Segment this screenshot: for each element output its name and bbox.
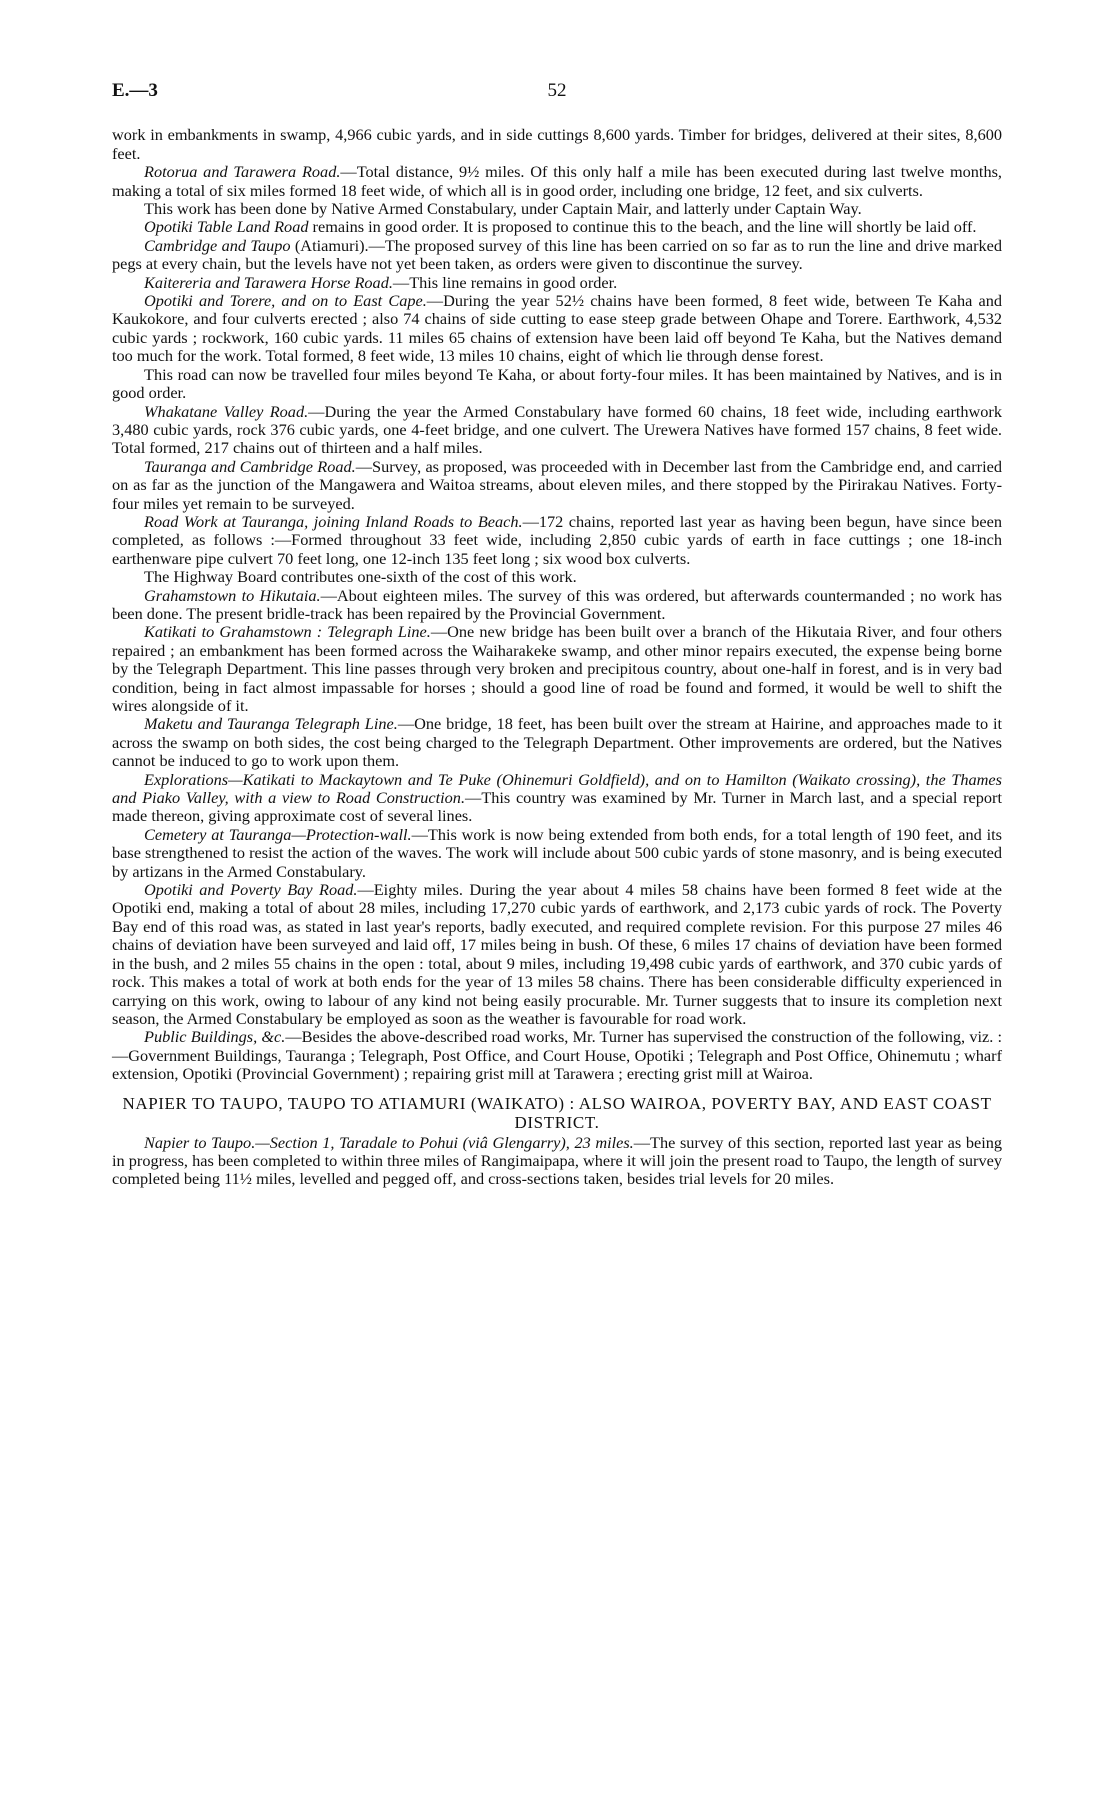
- paragraph: [112, 771, 1002, 826]
- paragraph-title: Grahamstown to Hikutaia.: [144, 585, 321, 605]
- paragraph-title: Napier to Taupo.—Section 1, Taradale to Pohui (viâ Glengarry), 23 miles.: [144, 1132, 634, 1152]
- paragraph-text: This road can now be travelled four miles beyond Te Kaha, or about forty-four miles. It has been maintained by Natives, and is in good order.: [112, 364, 1002, 403]
- paragraph: [112, 366, 1002, 403]
- paragraph-title: Maketu and Tauranga Telegraph Line.: [144, 714, 398, 734]
- body-text: [112, 126, 1002, 1083]
- paragraph: [112, 513, 1002, 568]
- document-code: E.—3: [112, 80, 158, 101]
- paragraph: [112, 237, 1002, 274]
- paragraph-text: —Eighty miles. During the year about 4 miles 58 chains have been formed 8 feet wide at the Opotiki end, making a total of about 28 miles, including 17,270 cubic yards of earthwork, and 2,173 cubic yards of rock. The Poverty Bay end of this road was, as stated in last year's reports, badly executed, and required complete revision. For this purpose 27 miles 46 chains of deviation have been surveyed and laid off, 17 miles being in bush. Of these, 6 miles 17 chains of deviation have been formed in the bush, and 2 miles 55 chains in the open : total, about 9 miles, including 19,498 cubic yards of earthwork, and 370 cubic yards of rock. This makes a total of work at both ends for the year of 13 miles 58 chains. There has been considerable difficulty experienced in carrying on this work, owing to labour of any kind not being easily procurable. Mr. Turner suggests that to insure its completion next season, the Armed Constabulary be employed as soon as the weather is favourable for road work.: [112, 880, 1002, 1028]
- paragraph-text: —About eighteen miles. The survey of this was ordered, but afterwards countermanded ; no work has been done. The present bridle-track has been repaired by the Provincial Government.: [112, 585, 1002, 623]
- paragraph: [112, 403, 1002, 458]
- paragraph-text: —172 chains, reported last year as having been begun, have since been completed, as follows :—Formed throughout 33 feet wide, including 2,850 cubic yards of earth in face cuttings ; one 18-inch earthenware pipe culvert 70 feet long, one 12-inch 135 feet long ; six wood box culverts.: [112, 511, 1002, 568]
- paragraph-title: Kaitereria and Tarawera Horse Road.: [144, 272, 393, 292]
- paragraph-text: —This line remains in good order.: [392, 272, 618, 292]
- paragraph: [112, 218, 1002, 236]
- paragraph: [112, 458, 1002, 513]
- paragraph-text: —This work is now being extended from both ends, for a total length of 190 feet, and its base strengthened to resist the action of the waves. The work will include about 500 cubic yards of stone masonry, and is being executed by artizans in the Armed Constabulary.: [112, 824, 1002, 881]
- paragraph: [112, 826, 1002, 881]
- paragraph-text: (Atiamuri).—The proposed survey of this line has been carried on so far as to run the line and drive marked pegs at every chain, but the levels have not yet been taken, as orders were given to discontinue the survey.: [112, 235, 1002, 274]
- paragraph-title: Opotiki and Poverty Bay Road.: [144, 880, 358, 900]
- paragraph: [112, 126, 1002, 163]
- paragraph-text: —Besides the above-described road works, Mr. Turner has supervised the construction of the following, viz. :—Government Buildings, Tauranga ; Telegraph, Post Office, and Court House, Opotiki ; Telegraph and Post Office, Ohinemutu ; wharf extension, Opotiki (Provincial Government) ; repairing grist mill at Tarawera ; erecting grist mill at Wairoa.: [112, 1027, 1002, 1084]
- paragraph: [112, 881, 1002, 1028]
- paragraph-text: work in embankments in swamp, 4,966 cubic yards, and in side cuttings 8,600 yards. Timber for bridges, delivered at their sites, 8,600 feet.: [112, 125, 1002, 163]
- paragraph: [112, 1028, 1002, 1083]
- section-heading: NAPIER TO TAUPO, TAUPO TO ATIAMURI (WAIKATO) : ALSO WAIROA, POVERTY BAY, AND EAST COAST DISTRICT.: [122, 1093, 992, 1132]
- paragraph-title: Cemetery at Tauranga—Protection-wall.: [144, 824, 412, 844]
- document-page: [112, 82, 1002, 1189]
- paragraph-text: remains in good order. It is proposed to continue this to the beach, and the line will shortly be laid off.: [308, 217, 977, 237]
- paragraph: [112, 292, 1002, 366]
- paragraph-text: —The survey of this section, reported last year as being in progress, has been completed to within three miles of Rangimaipapa, where it will join the present road to Taupo, the length of survey completed being 11½ miles, levelled and pegged off, and cross-sections taken, besides trial levels for 20 miles.: [112, 1132, 1002, 1189]
- paragraph-title: Opotiki and Torere, and on to East Cape.: [144, 291, 427, 311]
- paragraph: [112, 715, 1002, 770]
- paragraph-title: Explorations—Katikati to Mackaytown and Te Puke (Ohinemuri Goldfield), and on to Hamilton (Waikato crossing), the Thames and Piako Valley, with a view to Road Construction.: [112, 769, 1002, 808]
- paragraph-text: —Total distance, 9½ miles. Of this only half a mile has been executed during last twelve months, making a total of six miles formed 18 feet wide, of which all is in good order, including one bridge, 12 feet, and six culverts.: [112, 162, 1002, 200]
- paragraph: [112, 568, 1002, 586]
- paragraph: [112, 587, 1002, 624]
- paragraph-text: This work has been done by Native Armed Constabulary, under Captain Mair, and latterly under Captain Way.: [144, 199, 862, 219]
- paragraph: [112, 163, 1002, 200]
- paragraph-title: Whakatane Valley Road.: [144, 401, 309, 421]
- page-header: [112, 82, 1002, 100]
- paragraph-text: —Survey, as proposed, was proceeded with in December last from the Cambridge end, and carried on as far as the junction of the Mangawera and Waitoa streams, about eleven miles, and there stopped by the Pirirakau Natives. Forty-four miles yet remain to be surveyed.: [112, 456, 1002, 513]
- paragraph-text: —During the year the Armed Constabulary have formed 60 chains, 18 feet wide, including earthwork 3,480 cubic yards, rock 376 cubic yards, one 4-feet bridge, and one culvert. The Urewera Natives have formed 157 chains, 8 feet wide. Total formed, 217 chains out of thirteen and a half miles.: [112, 401, 1002, 458]
- paragraph-title: Katikati to Grahamstown : Telegraph Line.: [144, 622, 431, 642]
- paragraph-title: Tauranga and Cambridge Road.: [144, 456, 356, 476]
- paragraph-text: —One bridge, 18 feet, has been built over the stream at Hairine, and approaches made to it across the swamp on both sides, the cost being charged to the Telegraph Department. Other improvements are ordered, but the Natives cannot be induced to go to work upon them.: [112, 714, 1002, 771]
- page-number: 52: [547, 80, 567, 101]
- paragraph-text: —During the year 52½ chains have been formed, 8 feet wide, between Te Kaha and Kaukokore, and four culverts erected ; also 74 chains of side cutting to ease steep grade between Ohape and Torere. Earthwork, 4,532 cubic yards ; rockwork, 160 cubic yards. 11 miles 65 chains of extension have been laid off beyond Te Kaha, but the Natives demand too much for the work. Total formed, 8 feet wide, 13 miles 10 chains, eight of which lie through dense forest.: [112, 291, 1002, 366]
- paragraph-title: Rotorua and Tarawera Road.: [144, 162, 341, 182]
- paragraph: [112, 200, 1002, 218]
- paragraph-title: Cambridge and Taupo: [144, 235, 291, 255]
- paragraph-text: The Highway Board contributes one-sixth of the cost of this work.: [144, 567, 577, 587]
- paragraph: [112, 623, 1002, 715]
- paragraph-text: —One new bridge has been built over a branch of the Hikutaia River, and four others repaired ; an embankment has been formed across the Waiharakeke swamp, and other minor repairs executed, the expense being borne by the Telegraph Department. This line passes through very broken and precipitous country, about one-half in forest, and is in very bad condition, being in fact almost impassable for horses ; should a good line of road be found and formed, it would be well to shift the wires alongside of it.: [112, 622, 1002, 715]
- paragraph-title: Public Buildings, &c.: [144, 1027, 286, 1047]
- paragraph-title: Opotiki Table Land Road: [144, 217, 309, 237]
- final-paragraph: [112, 1134, 1002, 1189]
- paragraph-title: Road Work at Tauranga, joining Inland Roads to Beach.: [144, 511, 523, 531]
- paragraph-text: —This country was examined by Mr. Turner in March last, and a special report made thereon, giving approximate cost of several lines.: [112, 788, 1002, 826]
- paragraph: [112, 274, 1002, 292]
